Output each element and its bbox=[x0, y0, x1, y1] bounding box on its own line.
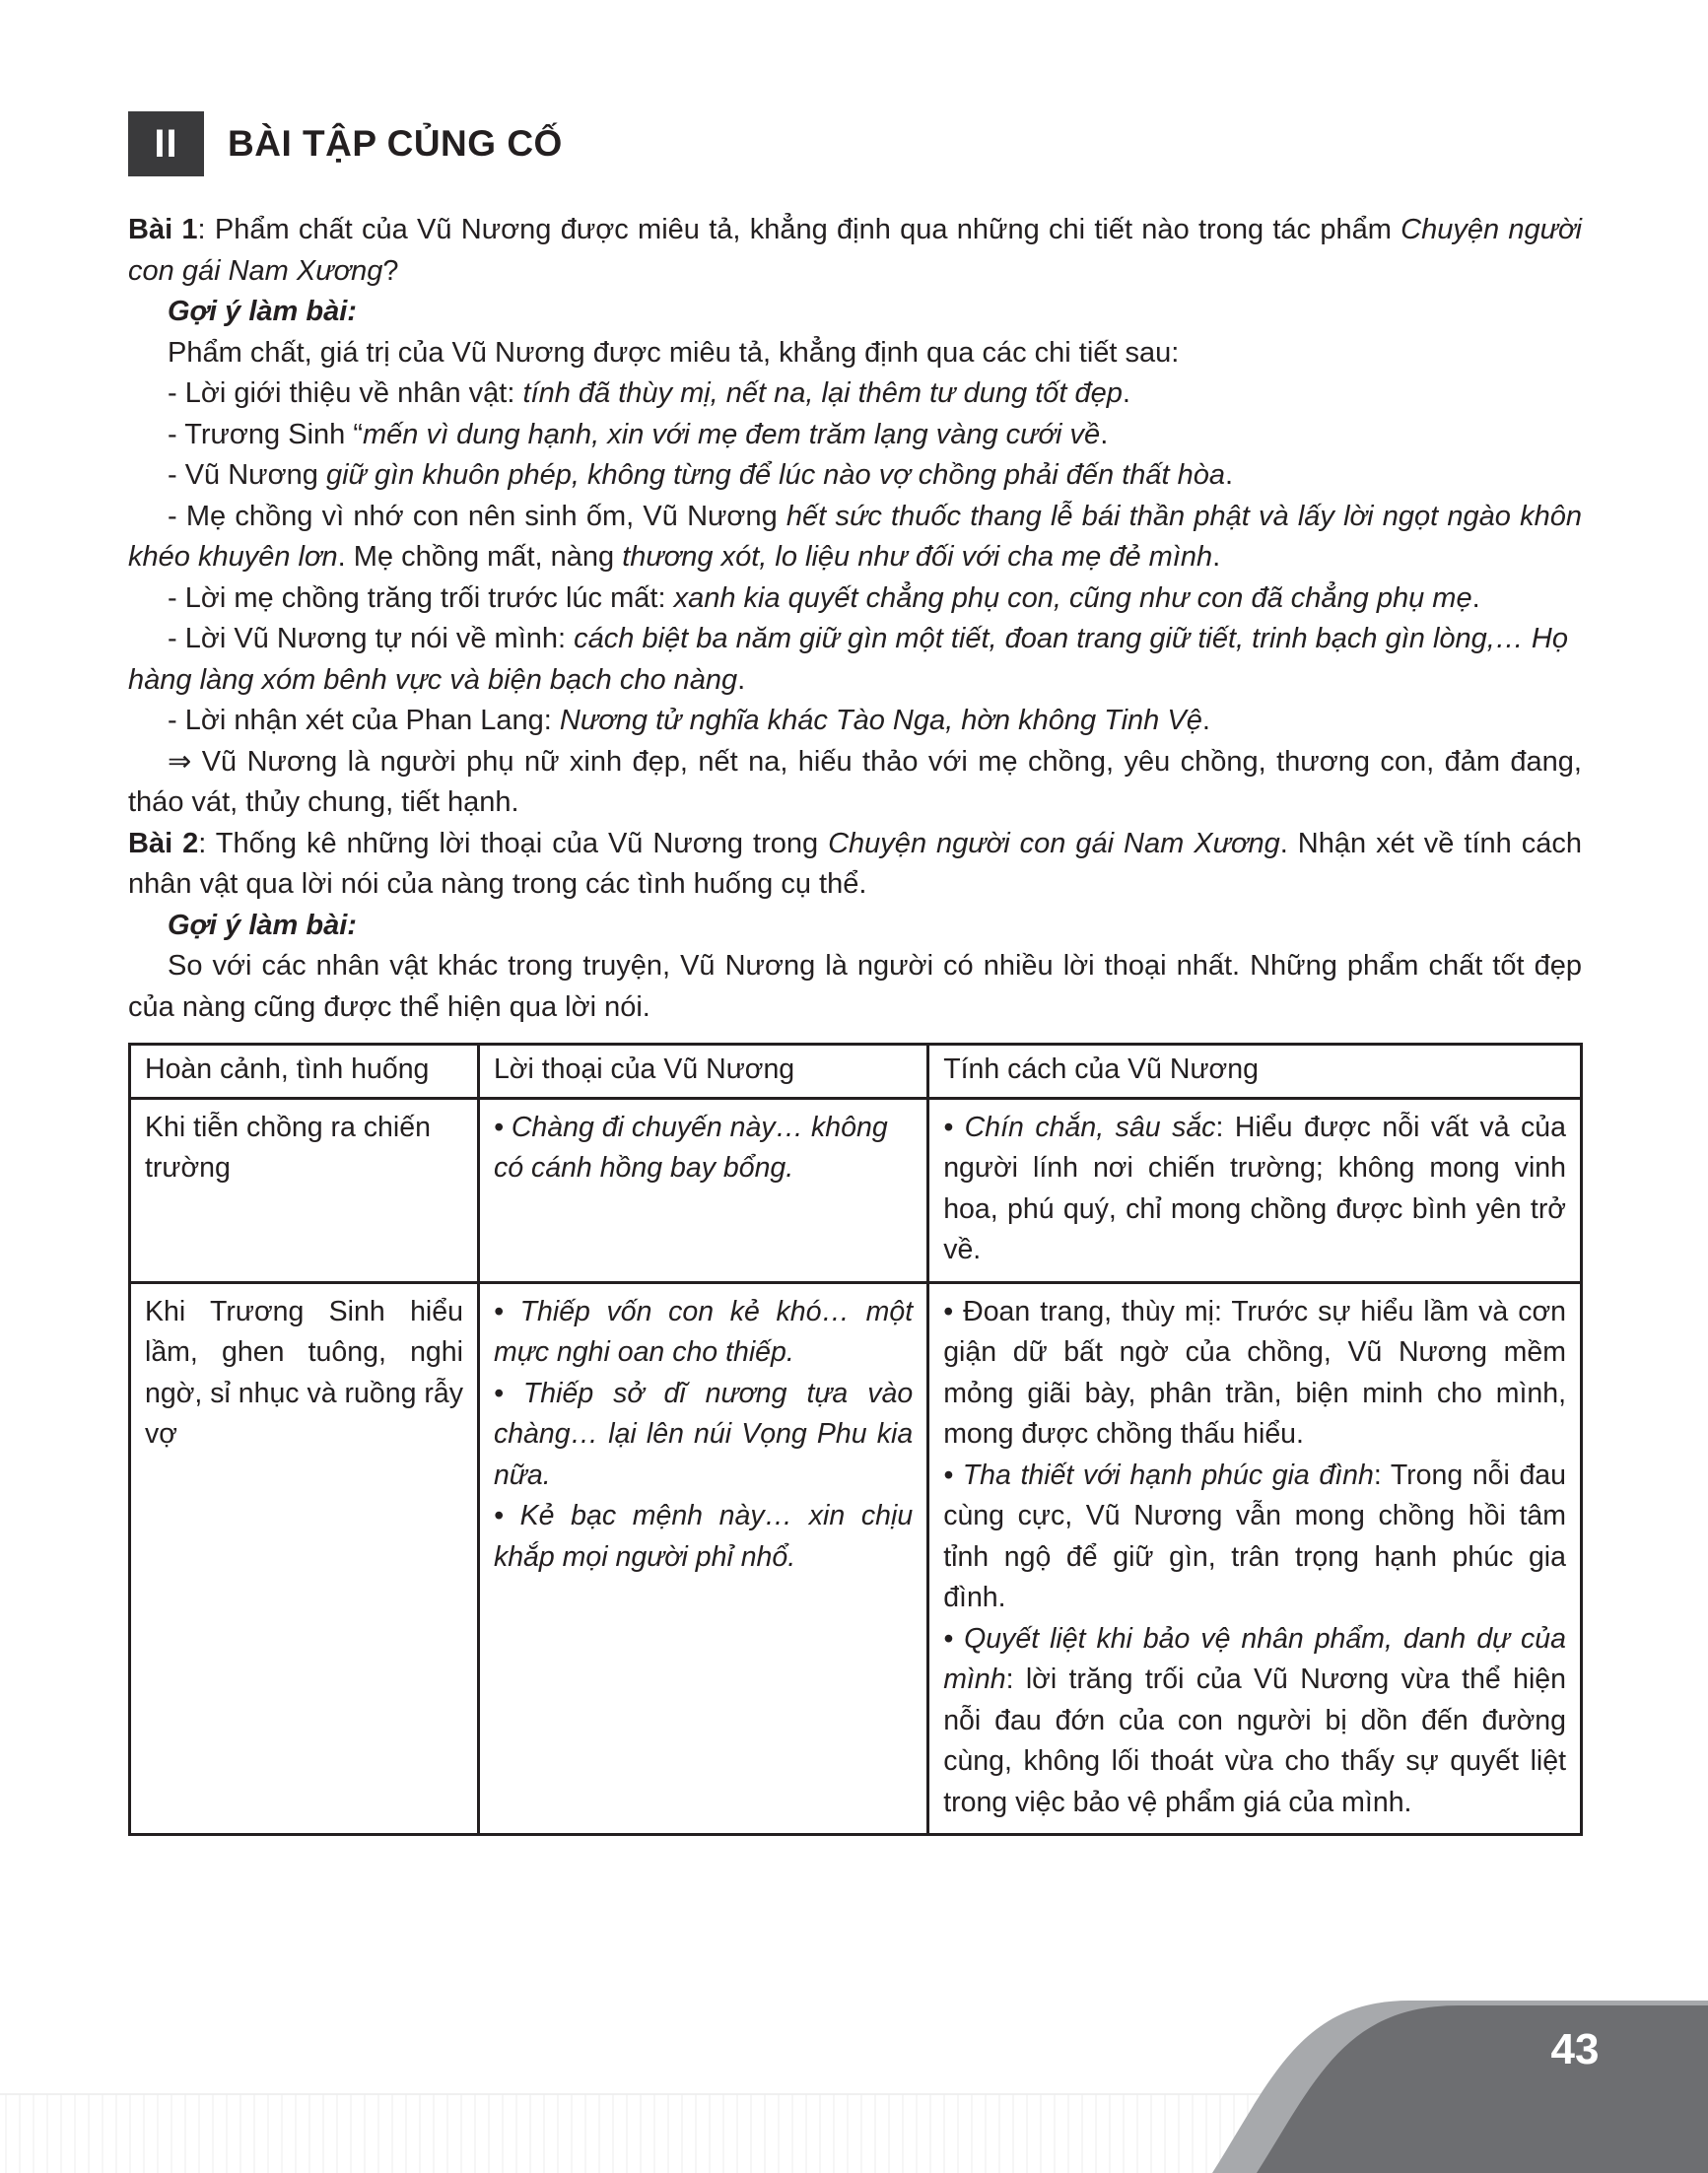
trait-item: • Chín chắn, sâu sắc: Hiểu được nỗi vất vả của người lính nơi chiến trường; không mong vinh hoa, phú quý, chỉ mong chồng được bình yên trở về. bbox=[943, 1111, 1567, 1265]
situation-cell: Khi tiễn chồng ra chiến trường bbox=[130, 1098, 479, 1282]
question-text: : Thống kê những lời thoại của Vũ Nương trong bbox=[198, 827, 829, 859]
exercise-2-label: Bài 2 bbox=[128, 827, 199, 859]
detail-item: - Vũ Nương giữ gìn khuôn phép, không từng để lúc nào vợ chồng phải đến thất hòa. bbox=[168, 459, 1234, 491]
exercise-1-label: Bài 1 bbox=[128, 214, 198, 245]
exercise-1-conclusion: ⇒ Vũ Nương là người phụ nữ xinh đẹp, nết na, hiếu thảo với mẹ chồng, yêu chồng, thương con, đảm đang, tháo vát, thủy chung, tiết hạnh. bbox=[128, 745, 1582, 818]
exercise-1-hint-heading: Gợi ý làm bài: bbox=[168, 296, 357, 327]
section-title: BÀI TẬP CỦNG CỐ bbox=[228, 123, 563, 164]
detail-item: - Lời giới thiệu về nhân vật: tính đã thùy mị, nết na, lại thêm tư dung tốt đẹp. bbox=[168, 377, 1130, 409]
table-header-cell: Hoàn cảnh, tình huống bbox=[130, 1045, 479, 1099]
work-title: Chuyện người con gái Nam Xương bbox=[128, 214, 1583, 287]
question-text: : Phẩm chất của Vũ Nương được miêu tả, khẳng định qua những chi tiết nào trong tác phẩm bbox=[197, 214, 1401, 245]
trait-cell bbox=[928, 1098, 1582, 1282]
dialogue-analysis-table bbox=[128, 1043, 1583, 1836]
exercise-2-intro: So với các nhân vật khác trong truyện, Vũ Nương là người có nhiều lời thoại nhất. Những phẩm chất tốt đẹp của nàng cũng được thể hiện qua lời nói. bbox=[128, 950, 1582, 1023]
footer-decoration bbox=[0, 1961, 1708, 2173]
dialogue-cell bbox=[478, 1098, 927, 1282]
trait-item: • Quyết liệt khi bảo vệ nhân phẩm, danh dự của mình: lời trăng trối của Vũ Nương vừa thể hiện nỗi đau đớn của con người bị dồn đến đường cùng, không lối thoát vừa cho thấy sự quyết liệt trong việc bảo vệ phẩm giá của mình. bbox=[943, 1622, 1566, 1818]
dialogue-item: • Kẻ bạc mệnh này… xin chịu khắp mọi người phỉ nhổ. bbox=[493, 1500, 914, 1573]
exercise-1-intro: Phẩm chất, giá trị của Vũ Nương được miêu tả, khẳng định qua các chi tiết sau: bbox=[168, 336, 1180, 369]
dialogue-item: • Thiếp vốn con kẻ khó… một mực nghi oan cho thiếp. bbox=[493, 1295, 914, 1368]
section-header bbox=[128, 111, 563, 176]
detail-item: - Lời mẹ chồng trăng trối trước lúc mất: xanh kia quyết chẳng phụ con, cũng như con đã chẳng phụ mẹ. bbox=[168, 581, 1480, 614]
detail-item: - Trương Sinh “mến vì dung hạnh, xin với mẹ đem trăm lạng vàng cưới về. bbox=[168, 418, 1109, 450]
detail-item: - Lời Vũ Nương tự nói về mình: cách biệt ba năm giữ gìn một tiết, đoan trang giữ tiết, trinh bạch gìn lòng,… Họ hàng làng xóm bênh vực và biện bạch cho nàng. bbox=[128, 623, 1568, 696]
table-header-cell: Tính cách của Vũ Nương bbox=[928, 1045, 1582, 1099]
exercise-content bbox=[128, 210, 1582, 1028]
trait-item: • Đoan trang, thùy mị: Trước sự hiểu lầm và cơn giận dữ bất ngờ của chồng, Vũ Nương mềm mỏng giãi bày, phân trần, biện minh cho mình, mong được chồng thấu hiểu. bbox=[943, 1295, 1566, 1450]
dialogue-analysis-table-wrapper bbox=[128, 1043, 1583, 1836]
situation-cell: Khi Trương Sinh hiểu lầm, ghen tuông, nghi ngờ, sỉ nhục và ruồng rẫy vợ bbox=[130, 1282, 479, 1835]
table-header-cell: Lời thoại của Vũ Nương bbox=[478, 1045, 927, 1099]
exercise-1-question bbox=[128, 210, 1582, 292]
exercise-2-hint-heading: Gợi ý làm bài: bbox=[168, 909, 357, 941]
detail-item: - Lời nhận xét của Phan Lang: Nương tử nghĩa khác Tào Nga, hờn không Tinh Vệ. bbox=[168, 705, 1210, 736]
question-text: . Nhận xét về tính cách nhân vật qua lời nói của nàng trong các tình huống cụ thể. bbox=[128, 827, 1582, 900]
exercise-2-question bbox=[128, 824, 1582, 906]
dialogue-item: • Chàng đi chuyến này… không có cánh hồng bay bổng. bbox=[493, 1111, 888, 1184]
page-number: 43 bbox=[1550, 2025, 1600, 2073]
question-text: ? bbox=[382, 254, 399, 287]
trait-cell bbox=[928, 1282, 1582, 1835]
table-header-row bbox=[130, 1045, 1582, 1099]
detail-item: - Mẹ chồng vì nhớ con nên sinh ốm, Vũ Nương hết sức thuốc thang lễ bái thần phật và lấy lời ngọt ngào khôn khéo khuyên lơn. Mẹ chồng mất, nàng thương xót, lo liệu như đối với cha mẹ đẻ mình. bbox=[128, 500, 1583, 573]
work-title: Chuyện người con gái Nam Xương bbox=[828, 827, 1280, 859]
table-row bbox=[130, 1098, 1582, 1282]
table-row bbox=[130, 1282, 1582, 1835]
footer-stripes-vertical bbox=[6, 2094, 1275, 2173]
trait-item: • Tha thiết với hạnh phúc gia đình: Trong nỗi đau cùng cực, Vũ Nương vẫn mong chồng hồi tâm tỉnh ngộ để giữ gìn, trân trọng hạnh phúc gia đình. bbox=[943, 1459, 1566, 1613]
dialogue-item: • Thiếp sở dĩ nương tựa vào chàng… lại lên núi Vọng Phu kia nữa. bbox=[493, 1377, 914, 1491]
section-number-badge: II bbox=[128, 111, 204, 176]
dialogue-cell bbox=[478, 1282, 927, 1835]
